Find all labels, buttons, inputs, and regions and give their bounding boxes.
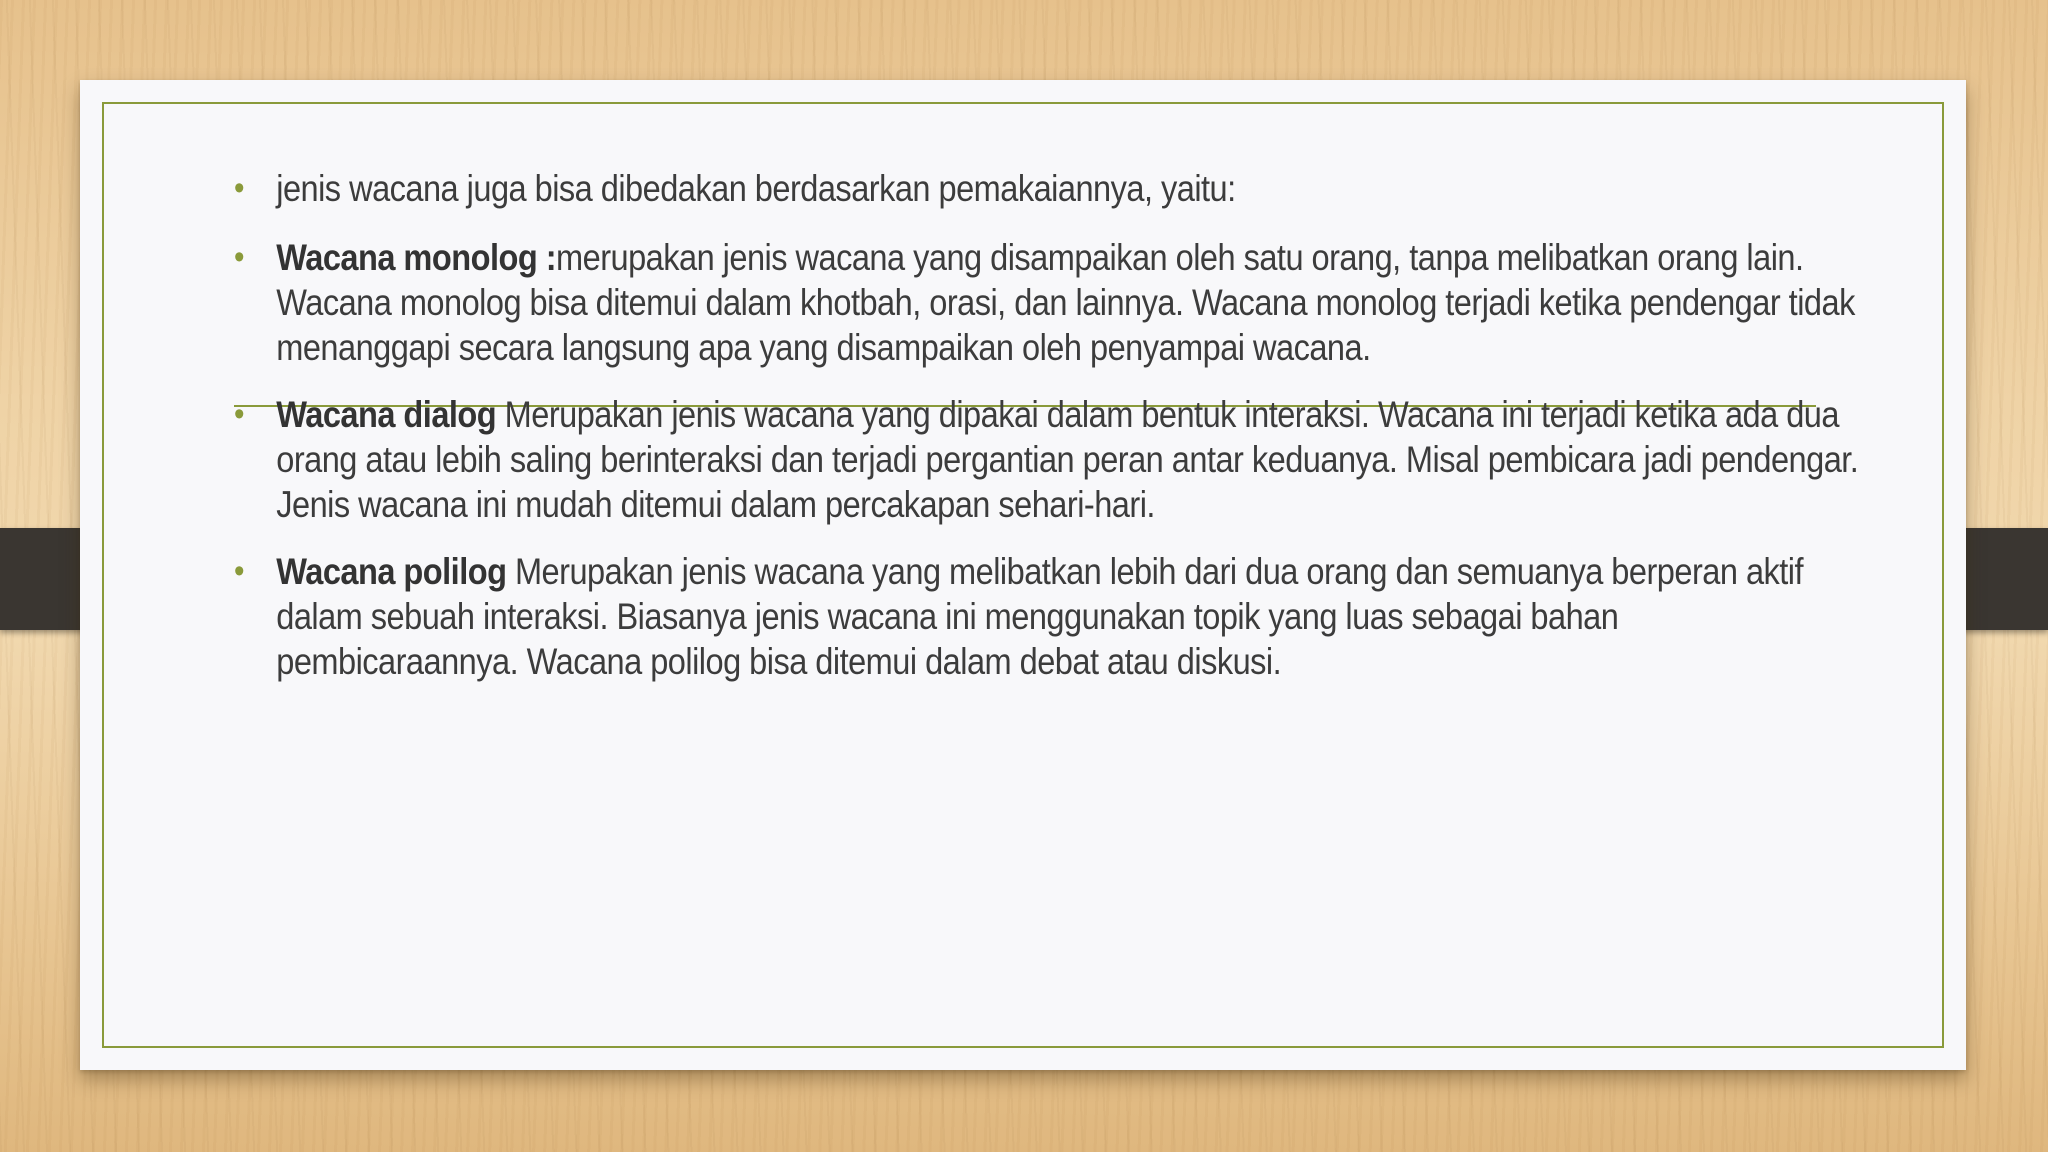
bullet-text: merupakan jenis wacana yang disampaikan oleh satu orang, tanpa melibatkan orang lain. Wacana monolog bisa ditemui dalam khotbah, orasi, dan lainnya. Wacana monolog terjadi ketika pendengar tidak menanggapi secara langsung apa yang disampaikan oleh penyampai wacana.: [276, 237, 1855, 368]
bullet-icon: •: [234, 552, 244, 590]
bullet-text: Merupakan jenis wacana yang melibatkan lebih dari dua orang dan semuanya berperan aktif dalam sebuah interaksi. Biasanya jenis wacana ini menggunakan topik yang luas sebagai bahan pembicaraannya. Wacana polilog bisa ditemui dalam debat atau diskusi.: [276, 551, 1804, 682]
bullet-bold-text: Wacana dialog: [276, 394, 497, 435]
bullet-text: jenis wacana juga bisa dibedakan berdasarkan pemakaiannya, yaitu:: [276, 168, 1236, 209]
bullet-icon: •: [234, 238, 244, 276]
bullet-icon: •: [234, 169, 244, 207]
bullet-icon: •: [234, 395, 244, 433]
bullet-item-monolog: [234, 235, 1860, 370]
bullet-item-polilog: [234, 549, 1860, 684]
bullet-bold-text: Wacana monolog :: [276, 237, 557, 278]
slide-card: [80, 80, 1966, 1070]
bullet-bold-text: Wacana polilog: [276, 551, 507, 592]
bullet-list: [234, 166, 1859, 684]
bullet-item-dialog: [234, 392, 1860, 527]
bullet-text: Merupakan jenis wacana yang dipakai dalam bentuk interaksi. Wacana ini terjadi ketika ada dua orang atau lebih saling berinteraksi dan terjadi pergantian peran antar keduanya. Misal pembicara jadi pendengar. Jenis wacana ini mudah ditemui dalam percakapan sehari-hari.: [276, 394, 1859, 525]
bullet-item-intro: [234, 166, 1860, 211]
